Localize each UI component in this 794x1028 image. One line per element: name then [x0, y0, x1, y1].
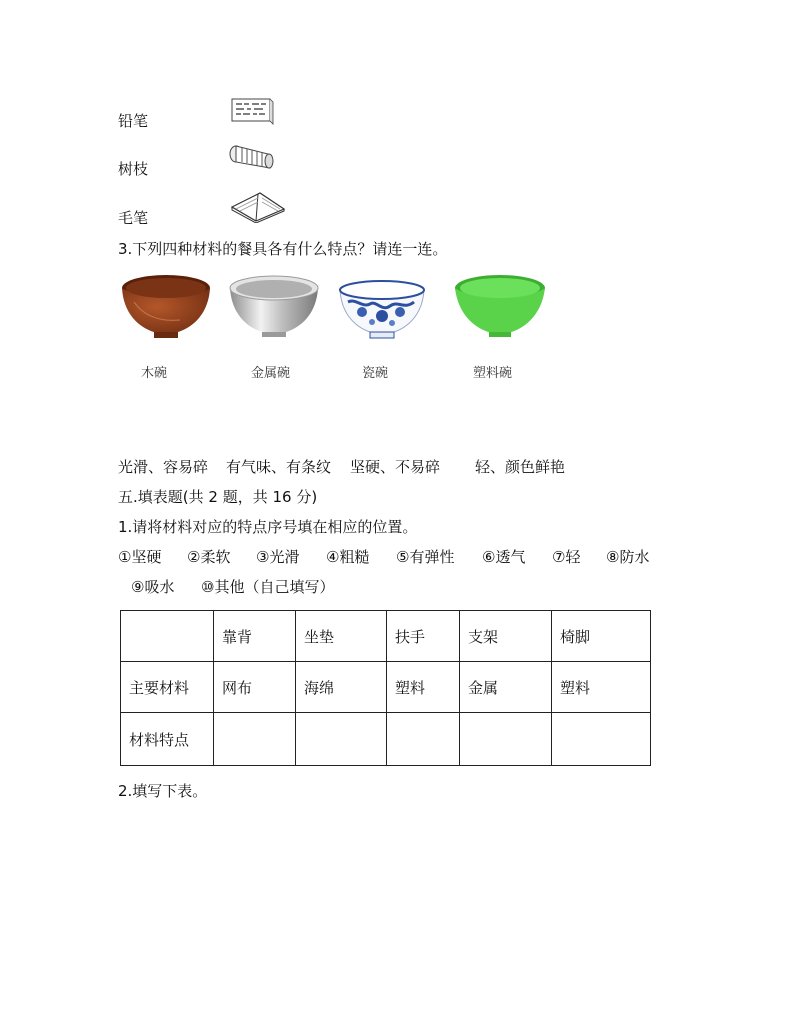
option-5: ⑤有弹性: [396, 548, 455, 566]
item-branch-label: 树枝: [118, 160, 149, 178]
q3-prompt: 3.下列四种材料的餐具各有什么特点？请连一连。: [118, 240, 448, 258]
metal-bowl-image: [228, 272, 320, 344]
table-answer-cell[interactable]: [214, 713, 296, 766]
table-answer-cell[interactable]: [296, 713, 387, 766]
bowl-label-porcelain: 瓷碗: [362, 366, 389, 381]
wooden-bowl-image: [120, 272, 212, 344]
table-cell: 网布: [214, 662, 296, 713]
item-pencil-label: 铅笔: [118, 112, 149, 130]
section5-heading: 五.填表题(共 2 题，共 16 分): [118, 488, 318, 506]
bowl-label-plastic: 塑料碗: [473, 366, 513, 381]
table-cell: [121, 611, 214, 662]
item-brush-label: 毛笔: [118, 209, 149, 227]
scroll-icon: [228, 142, 276, 176]
table-row-material: [121, 662, 651, 713]
option-7: ⑦轻: [552, 548, 581, 566]
feature-1: 光滑、容易碎: [118, 458, 209, 476]
table-header-cell: 支架: [460, 611, 552, 662]
feature-3: 坚硬、不易碎: [350, 458, 441, 476]
porcelain-bowl-image: [336, 276, 428, 348]
table-header-cell: 扶手: [387, 611, 460, 662]
table-row-feature: [121, 713, 651, 766]
table-header-cell: 靠背: [214, 611, 296, 662]
table-cell: 塑料: [552, 662, 651, 713]
table-header-cell: 椅脚: [552, 611, 651, 662]
table-cell: 金属: [460, 662, 552, 713]
bowl-label-wood: 木碗: [141, 366, 168, 381]
option-10: ⑩其他（自己填写）: [201, 578, 335, 596]
option-4: ④粗糙: [326, 548, 370, 566]
table-cell: 塑料: [387, 662, 460, 713]
table-answer-cell[interactable]: [387, 713, 460, 766]
option-9: ⑨吸水: [131, 578, 175, 596]
material-table: [120, 610, 651, 766]
table-row-label: 材料特点: [121, 713, 214, 766]
ancient-slip-icon: [230, 96, 274, 130]
bowl-label-metal: 金属碗: [251, 366, 291, 381]
table-header-row: [121, 611, 651, 662]
option-2: ②柔软: [187, 548, 231, 566]
table-header-cell: 坐垫: [296, 611, 387, 662]
option-1: ①坚硬: [118, 548, 162, 566]
section5-q1: 1.请将材料对应的特点序号填在相应的位置。: [118, 518, 418, 536]
table-answer-cell[interactable]: [460, 713, 552, 766]
table-row-label: 主要材料: [121, 662, 214, 713]
table-answer-cell[interactable]: [552, 713, 651, 766]
option-3: ③光滑: [256, 548, 300, 566]
plastic-bowl-image: [453, 272, 545, 344]
feature-4: 轻、颜色鲜艳: [475, 458, 566, 476]
section5-q2: 2.填写下表。: [118, 782, 208, 800]
feature-2: 有气味、有条纹: [226, 458, 332, 476]
table-cell: 海绵: [296, 662, 387, 713]
open-book-icon: [230, 189, 286, 227]
option-6: ⑥透气: [482, 548, 526, 566]
option-8: ⑧防水: [606, 548, 650, 566]
